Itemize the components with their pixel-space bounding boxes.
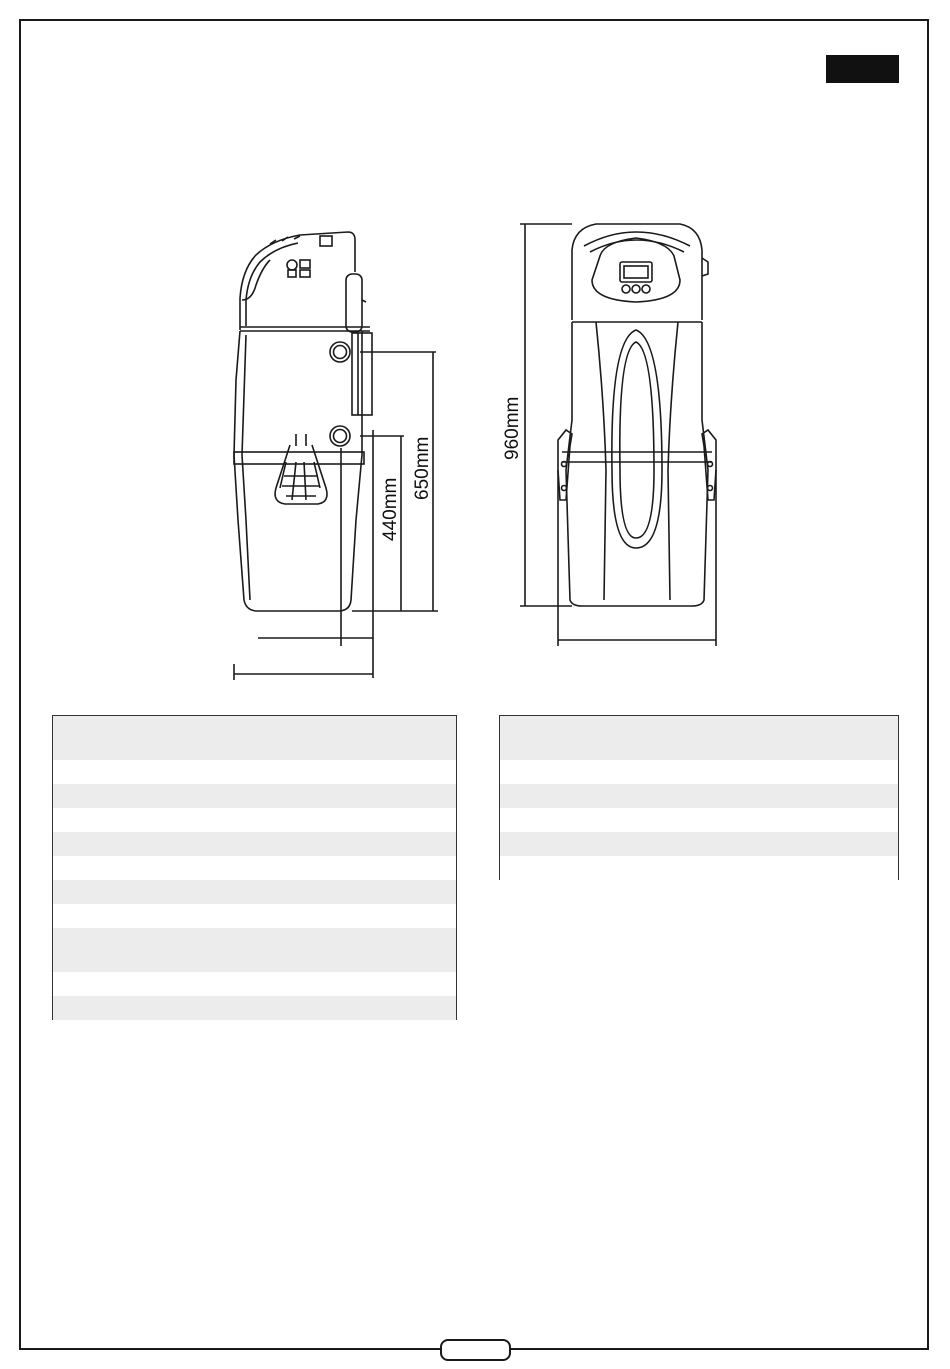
- table-row: [53, 928, 456, 972]
- front-view-drawing: [520, 224, 716, 646]
- table-row: [53, 880, 456, 904]
- left-spec-table: [52, 715, 457, 1020]
- table-row: [53, 856, 456, 880]
- table-row: [53, 716, 456, 760]
- table-row: [53, 784, 456, 808]
- table-row: [53, 972, 456, 996]
- table-row: [500, 760, 898, 784]
- table-row: [53, 760, 456, 784]
- side-view-drawing: [234, 232, 438, 680]
- dim-label-650: 650mm: [412, 436, 433, 500]
- table-row: [500, 832, 898, 856]
- dim-label-960: 960mm: [502, 396, 523, 460]
- page-number-tab: [440, 1339, 511, 1361]
- dim-label-440: 440mm: [380, 477, 401, 541]
- right-spec-table: [499, 715, 899, 880]
- table-row: [500, 808, 898, 832]
- table-row: [53, 904, 456, 928]
- table-row: [53, 832, 456, 856]
- table-row: [53, 996, 456, 1020]
- table-row: [500, 784, 898, 808]
- table-row: [500, 716, 898, 760]
- table-row: [500, 856, 898, 880]
- table-row: [53, 808, 456, 832]
